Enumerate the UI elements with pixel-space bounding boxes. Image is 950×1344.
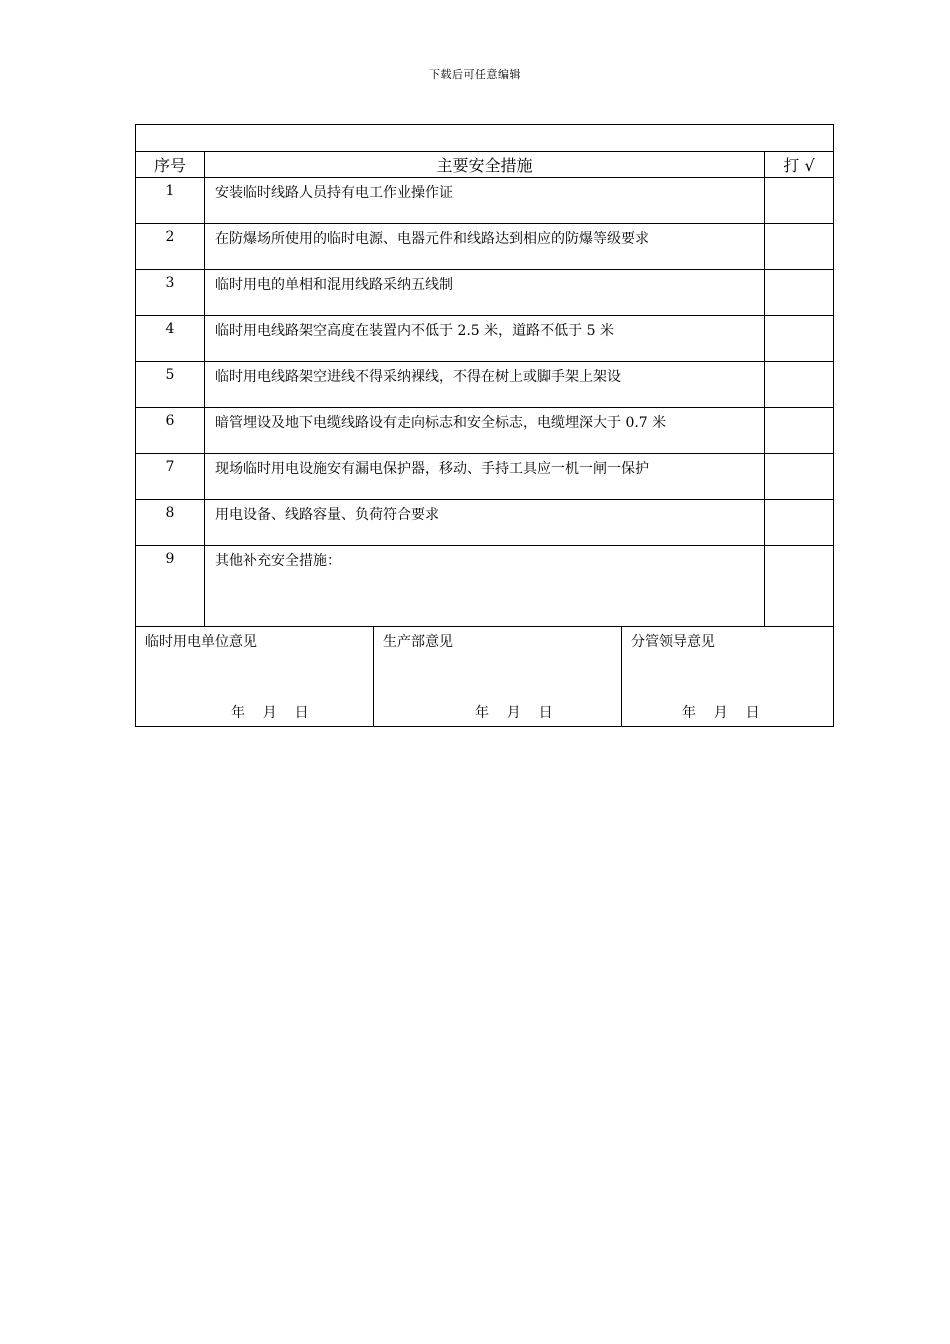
row-check-cell[interactable] bbox=[765, 454, 834, 500]
row-number: 3 bbox=[136, 270, 205, 316]
leader-opinion-label: 分管领导意见 bbox=[631, 634, 715, 650]
row-check-cell[interactable] bbox=[765, 546, 834, 627]
col-header-measures: 主要安全措施 bbox=[205, 152, 765, 178]
page-header-note: 下载后可任意编辑 bbox=[429, 68, 521, 81]
row-measure-text: 临时用电的单相和混用线路采纳五线制 bbox=[205, 270, 765, 316]
row-measure-text: 安装临时线路人员持有电工作业操作证 bbox=[205, 178, 765, 224]
table-row bbox=[136, 224, 834, 270]
table-row bbox=[136, 408, 834, 454]
row-measure-text: 暗管埋设及地下电缆线路设有走向标志和安全标志，电缆埋深大于 0.7 米 bbox=[205, 408, 765, 454]
opinions-row bbox=[136, 627, 834, 727]
table-row bbox=[136, 546, 834, 627]
table-row bbox=[136, 362, 834, 408]
blank-cell bbox=[136, 125, 834, 152]
row-check-cell[interactable] bbox=[765, 500, 834, 546]
row-measure-text: 在防爆场所使用的临时电源、电器元件和线路达到相应的防爆等级要求 bbox=[205, 224, 765, 270]
row-check-cell[interactable] bbox=[765, 408, 834, 454]
col-header-check: 打 √ bbox=[765, 152, 834, 178]
production-opinion-date: 年 月 日 bbox=[475, 705, 553, 721]
row-measure-text: 现场临时用电设施安有漏电保护器，移动、手持工具应一机一闸一保护 bbox=[205, 454, 765, 500]
production-opinion-label: 生产部意见 bbox=[383, 634, 453, 650]
safety-measures-form bbox=[135, 124, 834, 727]
table-row bbox=[136, 178, 834, 224]
row-number: 2 bbox=[136, 224, 205, 270]
row-check-cell[interactable] bbox=[765, 178, 834, 224]
row-number: 5 bbox=[136, 362, 205, 408]
row-measure-text: 临时用电线路架空高度在装置内不低于 2.5 米，道路不低于 5 米 bbox=[205, 316, 765, 362]
row-number: 9 bbox=[136, 546, 205, 627]
row-number: 4 bbox=[136, 316, 205, 362]
row-number: 8 bbox=[136, 500, 205, 546]
unit-opinion-date: 年 月 日 bbox=[231, 705, 309, 721]
table-row bbox=[136, 454, 834, 500]
row-check-cell[interactable] bbox=[765, 270, 834, 316]
form-top-blank-row bbox=[136, 125, 834, 152]
table-header-row bbox=[136, 152, 834, 178]
unit-opinion-label: 临时用电单位意见 bbox=[145, 634, 257, 650]
row-measure-text: 临时用电线路架空进线不得采纳裸线，不得在树上或脚手架上架设 bbox=[205, 362, 765, 408]
row-number: 7 bbox=[136, 454, 205, 500]
leader-opinion-cell[interactable] bbox=[622, 627, 834, 727]
table-row bbox=[136, 500, 834, 546]
row-measure-text: 用电设备、线路容量、负荷符合要求 bbox=[205, 500, 765, 546]
production-opinion-cell[interactable] bbox=[374, 627, 622, 727]
row-number: 1 bbox=[136, 178, 205, 224]
row-check-cell[interactable] bbox=[765, 316, 834, 362]
row-measure-text: 其他补充安全措施： bbox=[205, 546, 765, 627]
row-number: 6 bbox=[136, 408, 205, 454]
col-header-number: 序号 bbox=[136, 152, 205, 178]
unit-opinion-cell[interactable] bbox=[136, 627, 374, 727]
table-row bbox=[136, 316, 834, 362]
row-check-cell[interactable] bbox=[765, 362, 834, 408]
leader-opinion-date: 年 月 日 bbox=[682, 705, 760, 721]
row-check-cell[interactable] bbox=[765, 224, 834, 270]
table-row bbox=[136, 270, 834, 316]
